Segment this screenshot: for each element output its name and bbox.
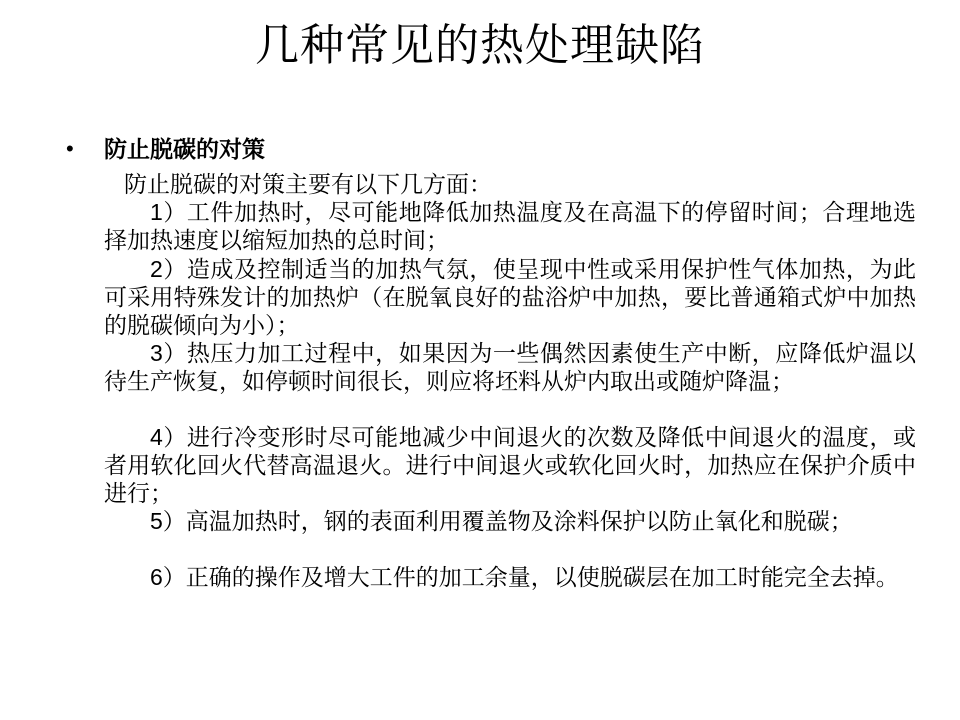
measure-item-3: 3）热压力加工过程中，如果因为一些偶然因素使生产中断，应降低炉温以待生产恢复，如停顿时间很长，则应将坯料从炉内取出或随炉降温； [104, 340, 916, 394]
bullet-heading: 防止脱碳的对策 [104, 136, 265, 162]
bullet-item [60, 134, 920, 164]
measure-item-4: 4）进行冷变形时尽可能地减少中间退火的次数及降低中间退火的温度，或者用软化回火代替高温退火。进行中间退火或软化回火时，加热应在保护介质中进行； [104, 424, 916, 506]
measure-item-1: 1）工件加热时，尽可能地降低加热温度及在高温下的停留时间；合理地选择加热速度以缩短加热的总时间； [104, 199, 916, 253]
intro-text: 防止脱碳的对策主要有以下几方面： [124, 171, 492, 197]
bullet-dot-icon: • [66, 136, 74, 161]
measure-item-6: 6）正确的操作及增大工件的加工余量，以使脱碳层在加工时能完全去掉。 [150, 564, 899, 590]
slide-title: 几种常见的热处理缺陷 [255, 20, 705, 71]
measure-item-2: 2）造成及控制适当的加热气氛，使呈现中性或采用保护性气体加热，为此可采用特殊发计的加热炉（在脱氧良好的盐浴炉中加热，要比普通箱式炉中加热的脱碳倾向为小）； [104, 256, 916, 338]
measure-item-5: 5）高温加热时，钢的表面利用覆盖物及涂料保护以防止氧化和脱碳； [150, 508, 853, 534]
bullet-row [60, 134, 920, 164]
